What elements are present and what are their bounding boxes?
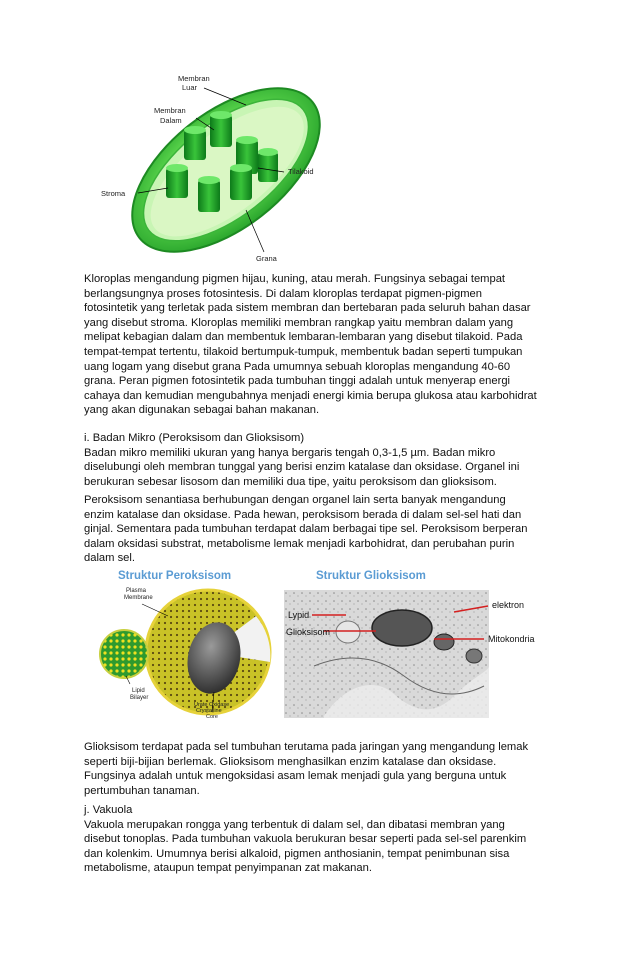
svg-text:Tilakoid xyxy=(288,167,314,176)
text-line: pertumbuhan tanaman. xyxy=(84,784,200,797)
svg-text:Luar xyxy=(182,83,198,92)
text-line: metabolisme, ataupun tempat penyimpanan zat makanan. xyxy=(84,862,372,875)
peroxisome-diagram xyxy=(96,566,276,721)
text-line: yang disebut stroma. Kloroplas memiliki membran rangkap yaitu membran dalam yang xyxy=(84,316,514,329)
stroma-label: Stroma xyxy=(101,189,126,198)
text-line: Glioksisom terdapat pada sel tumbuhan terutama pada jaringan yang mengandung lemak xyxy=(84,741,529,753)
text-line: diselubungi oleh membran tunggal yang berisi enzim katalase dan oksidase. Organel ini xyxy=(84,461,520,474)
svg-text:Membran xyxy=(178,74,210,83)
svg-text:Stroma xyxy=(101,189,126,198)
text-line: uang logam yang disebut grana Pada umumnya sebuah kloroplas mengandung 40-60 xyxy=(84,360,511,373)
thylakoid-label: Tilakoid xyxy=(288,167,314,176)
paragraph-glyoxysome xyxy=(84,740,564,798)
glioksisom-label: Glioksisom xyxy=(286,627,331,637)
svg-text:Plasma xyxy=(126,588,147,594)
text-line: Fungsinya adalah untuk mengoksidasi asam lemak menjadi gula yang berguna untuk xyxy=(84,770,507,783)
svg-text:Bilayer xyxy=(130,695,148,701)
text-line: grana. Peran pigmen fotosintetik pada tumbuhan tinggi adalah untuk menyerap energi xyxy=(84,375,511,388)
svg-text:Lipid xyxy=(132,688,145,694)
svg-text:Dalam xyxy=(160,116,182,125)
text-line: berukuran sebesar lisosom dan memiliki dua tipe, yaitu peroksisom dan glioksisom. xyxy=(84,475,497,488)
elektron-label: elektron xyxy=(492,600,525,610)
text-line: dalam oksidasi substrat, metabolisme lemak menjadi karbohidrat, dan perubahan purin xyxy=(84,537,515,550)
glyoxysome-diagram xyxy=(284,566,554,721)
grana-label: Grana xyxy=(256,254,277,263)
svg-text:elektron xyxy=(492,600,524,610)
text-line: melipat kebagian dalam dan membentuk lembaran-lembaran yang disebut tilakoid. Pada xyxy=(84,331,523,344)
lipid-bilayer-label-2: Bilayer xyxy=(130,695,149,701)
lipid-body xyxy=(336,621,360,643)
inner-membrane-label-2: Dalam xyxy=(160,116,182,125)
lypid-label: Lypid xyxy=(288,610,310,620)
svg-text:Membrane xyxy=(124,595,153,601)
outer-membrane-label: Membran xyxy=(178,74,210,83)
text-line: dalam sel. xyxy=(84,552,135,565)
svg-text:Membran xyxy=(154,106,186,115)
core-label-3: Core xyxy=(206,714,218,720)
text-line: disebut tonoplas. Pada tumbuhan vakuola berukuran besar seperti pada sel-sel parenkim xyxy=(84,833,527,846)
text-line: enzim katalase dan oksidase. Pada hewan, peroksisom berada di dalam sel-sel hati dan xyxy=(84,508,522,521)
text-line: berlangsungnya proses fotosintesis. Di dalam kloroplas terdapat pigmen-pigmen xyxy=(84,287,482,300)
outer-membrane-label-2: Luar xyxy=(182,83,198,92)
plasma-membrane-label: Plasma xyxy=(126,588,147,594)
text-line: Vakuola merupakan rongga yang terbentuk di dalam sel, dan dibatasi membran yang xyxy=(84,818,505,831)
mitokondria-label: Mitokondria xyxy=(488,634,535,644)
section-heading: i. Badan Mikro (Peroksisom dan Glioksisom) xyxy=(84,432,305,444)
paragraph-chloroplast xyxy=(84,272,564,418)
text-line: Kloroplas mengandung pigmen hijau, kuning, atau merah. Fungsinya sebagai tempat xyxy=(84,273,506,285)
plasma-membrane-label-2: Membrane xyxy=(124,595,153,601)
text-line: tempat-tempat tertentu, tilakoid bertumpuk-tumpuk, membentuk badan seperti tumpukan xyxy=(84,345,523,358)
paragraph-microbodies xyxy=(84,431,564,489)
lipid-bilayer-inset xyxy=(100,630,148,678)
text-line: dan kolenkim. Umumnya berisi alkaloid, pigmen anthosianin, tempat penimbunan sisa xyxy=(84,847,510,860)
text-line: ginjal. Sementara pada tumbuhan terdapat dalam berbagai tipe sel. Peroksisom berperan xyxy=(84,523,528,536)
section-heading: j. Vakuola xyxy=(84,804,133,816)
peroxisome-title: Struktur Peroksisom xyxy=(118,570,232,582)
core-label-2: Crystalline xyxy=(196,708,222,714)
svg-text:Core xyxy=(206,714,218,720)
glyoxysome-title: Struktur Glioksisom xyxy=(316,570,426,582)
inner-membrane-label: Membran xyxy=(154,106,186,115)
text-line: fotosintetik yang terletak pada sistem membran dan bertebaran pada seluruh bahan dasar xyxy=(84,302,531,315)
core-label: Urate Oxidase xyxy=(194,702,230,708)
text-line: Badan mikro memiliki ukuran yang hanya bergaris tengah 0,3-1,5 µm. Badan mikro xyxy=(84,446,496,459)
paragraph-vacuole xyxy=(84,803,564,876)
chloroplast-diagram xyxy=(96,60,346,265)
lipid-bilayer-label: Lipid xyxy=(132,688,145,694)
svg-text:Lypid xyxy=(288,610,309,620)
paragraph-peroxisome xyxy=(84,493,564,566)
text-line: Peroksisom senantiasa berhubungan dengan organel lain serta banyak mengandung xyxy=(84,494,506,506)
text-line: yang akan digunakan sebagai bahan makanan. xyxy=(84,404,320,417)
text-line: seperti biji-bijian berlemak. Glioksisom menghasilkan enzim katalase dan oksidase. xyxy=(84,755,497,768)
svg-text:Glioksisom xyxy=(286,627,330,637)
svg-text:Grana xyxy=(256,254,278,263)
glyoxysome-body xyxy=(372,610,432,646)
text-line: cahaya dan kemudian mengubahnya menjadi energi kimia berupa glukosa atau karbohidrat xyxy=(84,389,537,402)
svg-text:Mitokondria xyxy=(488,634,535,644)
